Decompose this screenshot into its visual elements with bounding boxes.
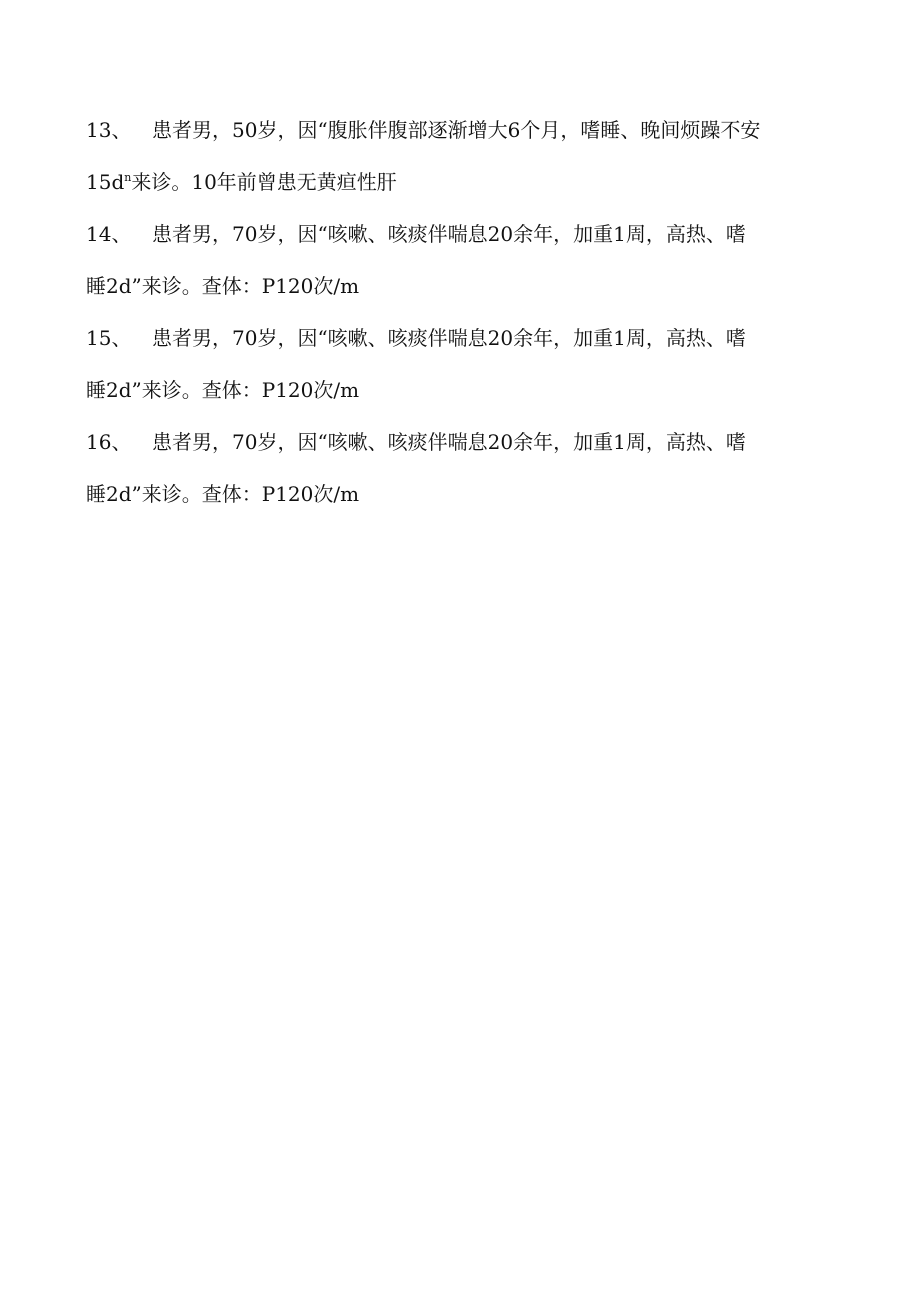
- question-line: [86, 468, 846, 520]
- question-line: [86, 364, 846, 416]
- question-text: 15d: [86, 170, 125, 194]
- question-text: 患者男，50岁，因“腹胀伴腹部逐渐增大6个月，嗜睡、晚间烦躁不安: [152, 118, 761, 142]
- question-line: [86, 104, 846, 156]
- question-number: 16、: [86, 430, 132, 454]
- question-line: [86, 156, 846, 208]
- question-text: 睡2d”来诊。查体：P120次/m: [86, 274, 360, 298]
- question-line: [86, 312, 846, 364]
- question-number: 15、: [86, 326, 132, 350]
- question-text: 睡2d”来诊。查体：P120次/m: [86, 378, 360, 402]
- question-list: [86, 104, 846, 520]
- question-text: 来诊。10年前曾患无黄疸性肝: [131, 170, 397, 194]
- question-line: [86, 208, 846, 260]
- question-text: 患者男，70岁，因“咳嗽、咳痰伴喘息20余年，加重1周，高热、嗜: [152, 430, 746, 454]
- question-text: 患者男，70岁，因“咳嗽、咳痰伴喘息20余年，加重1周，高热、嗜: [152, 222, 746, 246]
- question-15: [86, 312, 846, 416]
- question-line: [86, 260, 846, 312]
- question-16: [86, 416, 846, 520]
- question-14: [86, 208, 846, 312]
- question-number: 14、: [86, 222, 132, 246]
- question-line: [86, 416, 846, 468]
- superscript-text: n: [124, 171, 132, 184]
- question-text: 睡2d”来诊。查体：P120次/m: [86, 482, 360, 506]
- question-number: 13、: [86, 118, 132, 142]
- question-13: [86, 104, 846, 208]
- question-text: 患者男，70岁，因“咳嗽、咳痰伴喘息20余年，加重1周，高热、嗜: [152, 326, 746, 350]
